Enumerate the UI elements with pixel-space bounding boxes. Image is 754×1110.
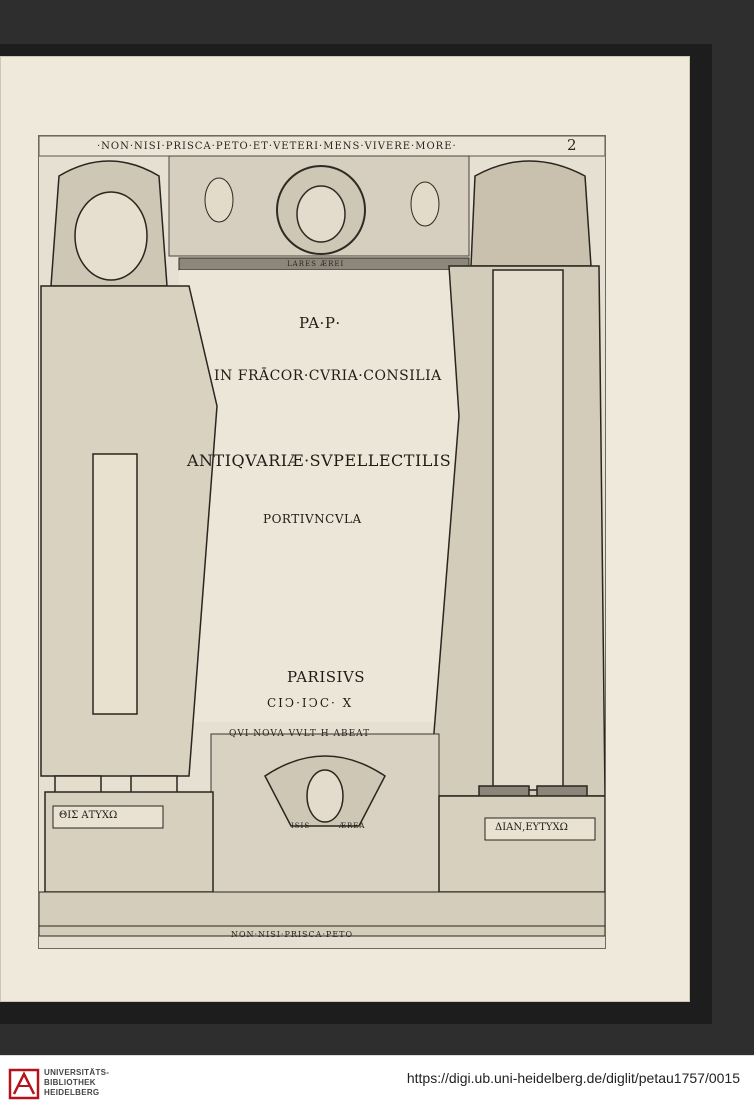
engraved-plate	[38, 135, 606, 949]
plaque-label: LARES ÆREI	[287, 260, 345, 268]
right-base-inscription: ΔΙΑΝ,ΕΥΤΥΧΩ	[495, 822, 568, 833]
bottom-motto: NON·NISI·PRISCA·PETO	[231, 930, 354, 939]
title-line-1: PA·P·	[299, 314, 341, 332]
institution-name	[44, 1068, 109, 1098]
university-library-logo-icon[interactable]	[8, 1064, 40, 1102]
imprint-date: CIↃ·IↃC· X	[267, 696, 354, 710]
left-base-inscription: ΘΙΣ ΑΤΥΧΩ	[59, 810, 118, 821]
bottom-panel-motto: QVI NOVA VVLT H ABEAT	[229, 729, 371, 739]
title-line-2: IN FRĀCOR·CVRIA·CONSILIA	[214, 368, 442, 384]
page-number: 2	[567, 136, 577, 154]
isis-label: ISIS	[291, 822, 311, 830]
viewer-footer	[0, 1055, 754, 1110]
book-page	[0, 56, 690, 1002]
top-motto: ·NON·NISI·PRISCA·PETO·ET·VETERI·MENS·VIVERE·MORE·	[97, 141, 457, 152]
imprint-place: PARISIVS	[287, 668, 366, 686]
aerea-label: ÆREA	[339, 822, 366, 830]
institution-line-2: BIBLIOTHEK	[44, 1078, 96, 1087]
institution-line-1: UNIVERSITÄTS-	[44, 1068, 110, 1077]
permalink-url[interactable]: https://digi.ub.uni-heidelberg.de/diglit/petau1757/0015	[406, 1070, 740, 1086]
title-line-4: PORTIVNCVLA	[263, 512, 362, 526]
institution-line-3: HEIDELBERG	[44, 1088, 100, 1097]
title-line-3: ANTIQVARIÆ·SVPELLECTILIS	[187, 451, 452, 470]
